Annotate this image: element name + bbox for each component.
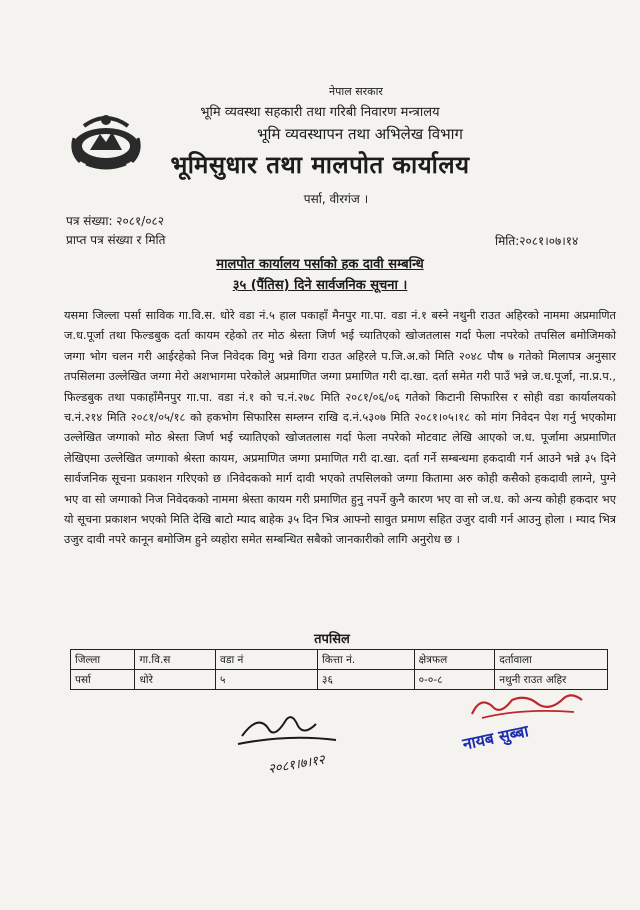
subject-line-1-text: मालपोत कार्यालय पर्साको हक दावी सम्बन्धि xyxy=(216,257,424,272)
subject-line-2-text: ३५ (पैंतिस) दिने सार्वजनिक सूचना । xyxy=(232,278,408,293)
ministry-name: भूमि व्यवस्था सहकारी तथा गरिबी निवारण मन्त्रालय xyxy=(200,105,440,120)
column-header: वडा नं xyxy=(215,650,317,670)
table-cell: नथुनी राउत अहिर xyxy=(495,670,608,690)
column-header: क्षेत्रफल xyxy=(414,650,495,670)
department-name: भूमि व्यवस्थापन तथा अभिलेख विभाग xyxy=(257,125,463,143)
office-location: पर्सा, वीरगंज । xyxy=(303,192,369,206)
letter-number: पत्र संख्या: २०८१/०८२ xyxy=(66,214,165,228)
table-cell: पर्सा xyxy=(71,670,135,690)
details-table xyxy=(70,649,608,690)
subject-line-1 xyxy=(0,254,640,272)
column-header: दर्तावाला xyxy=(495,650,608,670)
table-cell: ३६ xyxy=(318,670,415,690)
table-row xyxy=(71,670,608,690)
table-cell: ५ xyxy=(215,670,317,690)
office-name: भूमिसुधार तथा मालपोत कार्यालय xyxy=(170,151,470,179)
stamp-designation: नायब सुब्बा xyxy=(460,721,531,754)
subject-line-2 xyxy=(0,275,640,293)
table-header-row xyxy=(71,650,608,670)
column-header: जिल्ला xyxy=(71,650,135,670)
notice-date: मिति:२०८१।०७।१४ xyxy=(495,234,579,248)
table-title: तपसिल xyxy=(314,632,350,647)
table-cell: ०-०-८ xyxy=(414,670,495,690)
column-header: गा.वि.स xyxy=(135,650,216,670)
table-cell: धोरे xyxy=(135,670,216,690)
signature-date: २०८१।७।१२ xyxy=(267,752,327,778)
notice-body: यसमा जिल्ला पर्सा साविक गा.वि.स. धोरे वडा नं.५ हाल पकाहाँ मैनपुर गा.पा. वडा नं.१ बस्ने नथुनी राउत अहिरको नाममा अप्रमाणित ज.ध.पूर्जा तथा फिल्डबुक दर्ता कायम रहेको तर मोठ श्रेस्ता जिर्ण भई च्यातिएको खोजतलास गर्दा फेला नपरेको तपसिल बमोजिमको जग्गा भोग चलन गरी आईरहेको निज निवेदक विगु भन्ने विगा राउत अहिरले प.जि.अ.को मिति २०४८ पौष ७ गतेको मिलापत्र अनुसार तपसिलमा उल्लेखित जग्गा मेरो अशभागमा परेकोले अप्रमाणित जग्गा प्रमाणित गरी दा.खा. दर्ता समेत गरी पाउँ भन्ने ज.ध.पूर्जा, ना.प्र.प., फिल्डबुक तथा पकाहाँमैनपुर गा.पा. वडा नं.१ को च.नं.२७८ मिति २०८१/०६/०६ गतेको किटानी सिफारिस र सोही वडा कार्यालयको च.नं.२१४ मिति २०८१/०५/१८ को हकभोग सिफारिस सम्लग्न राखि द.नं.५३०७ मिति २०८१।०५।१८ को मांग निवेदन पेश गर्नु भएकोमा उल्लेखित जग्गाको मोठ श्रेस्ता जिर्ण भई च्यातिएको खोजतलास गर्दा फेला नपरेको मोटवाट लेखि आएको ज.ध. पूर्जामा अप्रमाणित लेखिएमा उल्लेखित जग्गाको श्रेस्ता कायम, अप्रमाणित जग्गा प्रमाणित गरी दा.खा. दर्ता गर्ने सम्बन्धमा हकदावी गर्न आउने भन्ने ३५ दिने सार्वजनिक सूचना प्रकाशन गरिएको छ ।निवेदकको मार्ग दावी भएको तपसिलको जग्गा कितामा अरु कोही कसैको हकदावी लाग्ने, पुग्ने भए वा सो जग्गाको निज निवेदकको नाममा श्रेस्ता कायम गरी प्रमाणित हुनु नपर्ने कुनै कारण भए वा सो ज.ध. को अन्य कोही हकदार भए यो सूचना प्रकाशन भएको मिति देखि बाटो म्याद बाहेक ३५ दिन भित्र आफ्नो सावुत प्रमाण सहित उजुर दावी गर्न आउनु होला । म्याद भित्र उजुर दावी नपरे कानून बमोजिम हुने व्यहोरा समेत सम्बन्धित सबैको जानकारीको लागि अनुरोध छ । xyxy=(64,309,616,547)
column-header: कित्ता नं. xyxy=(318,650,415,670)
government-name: नेपाल सरकार xyxy=(329,85,383,98)
received-letter-number: प्राप्त पत्र संख्या र मिति xyxy=(66,233,166,247)
official-signature xyxy=(228,706,348,786)
